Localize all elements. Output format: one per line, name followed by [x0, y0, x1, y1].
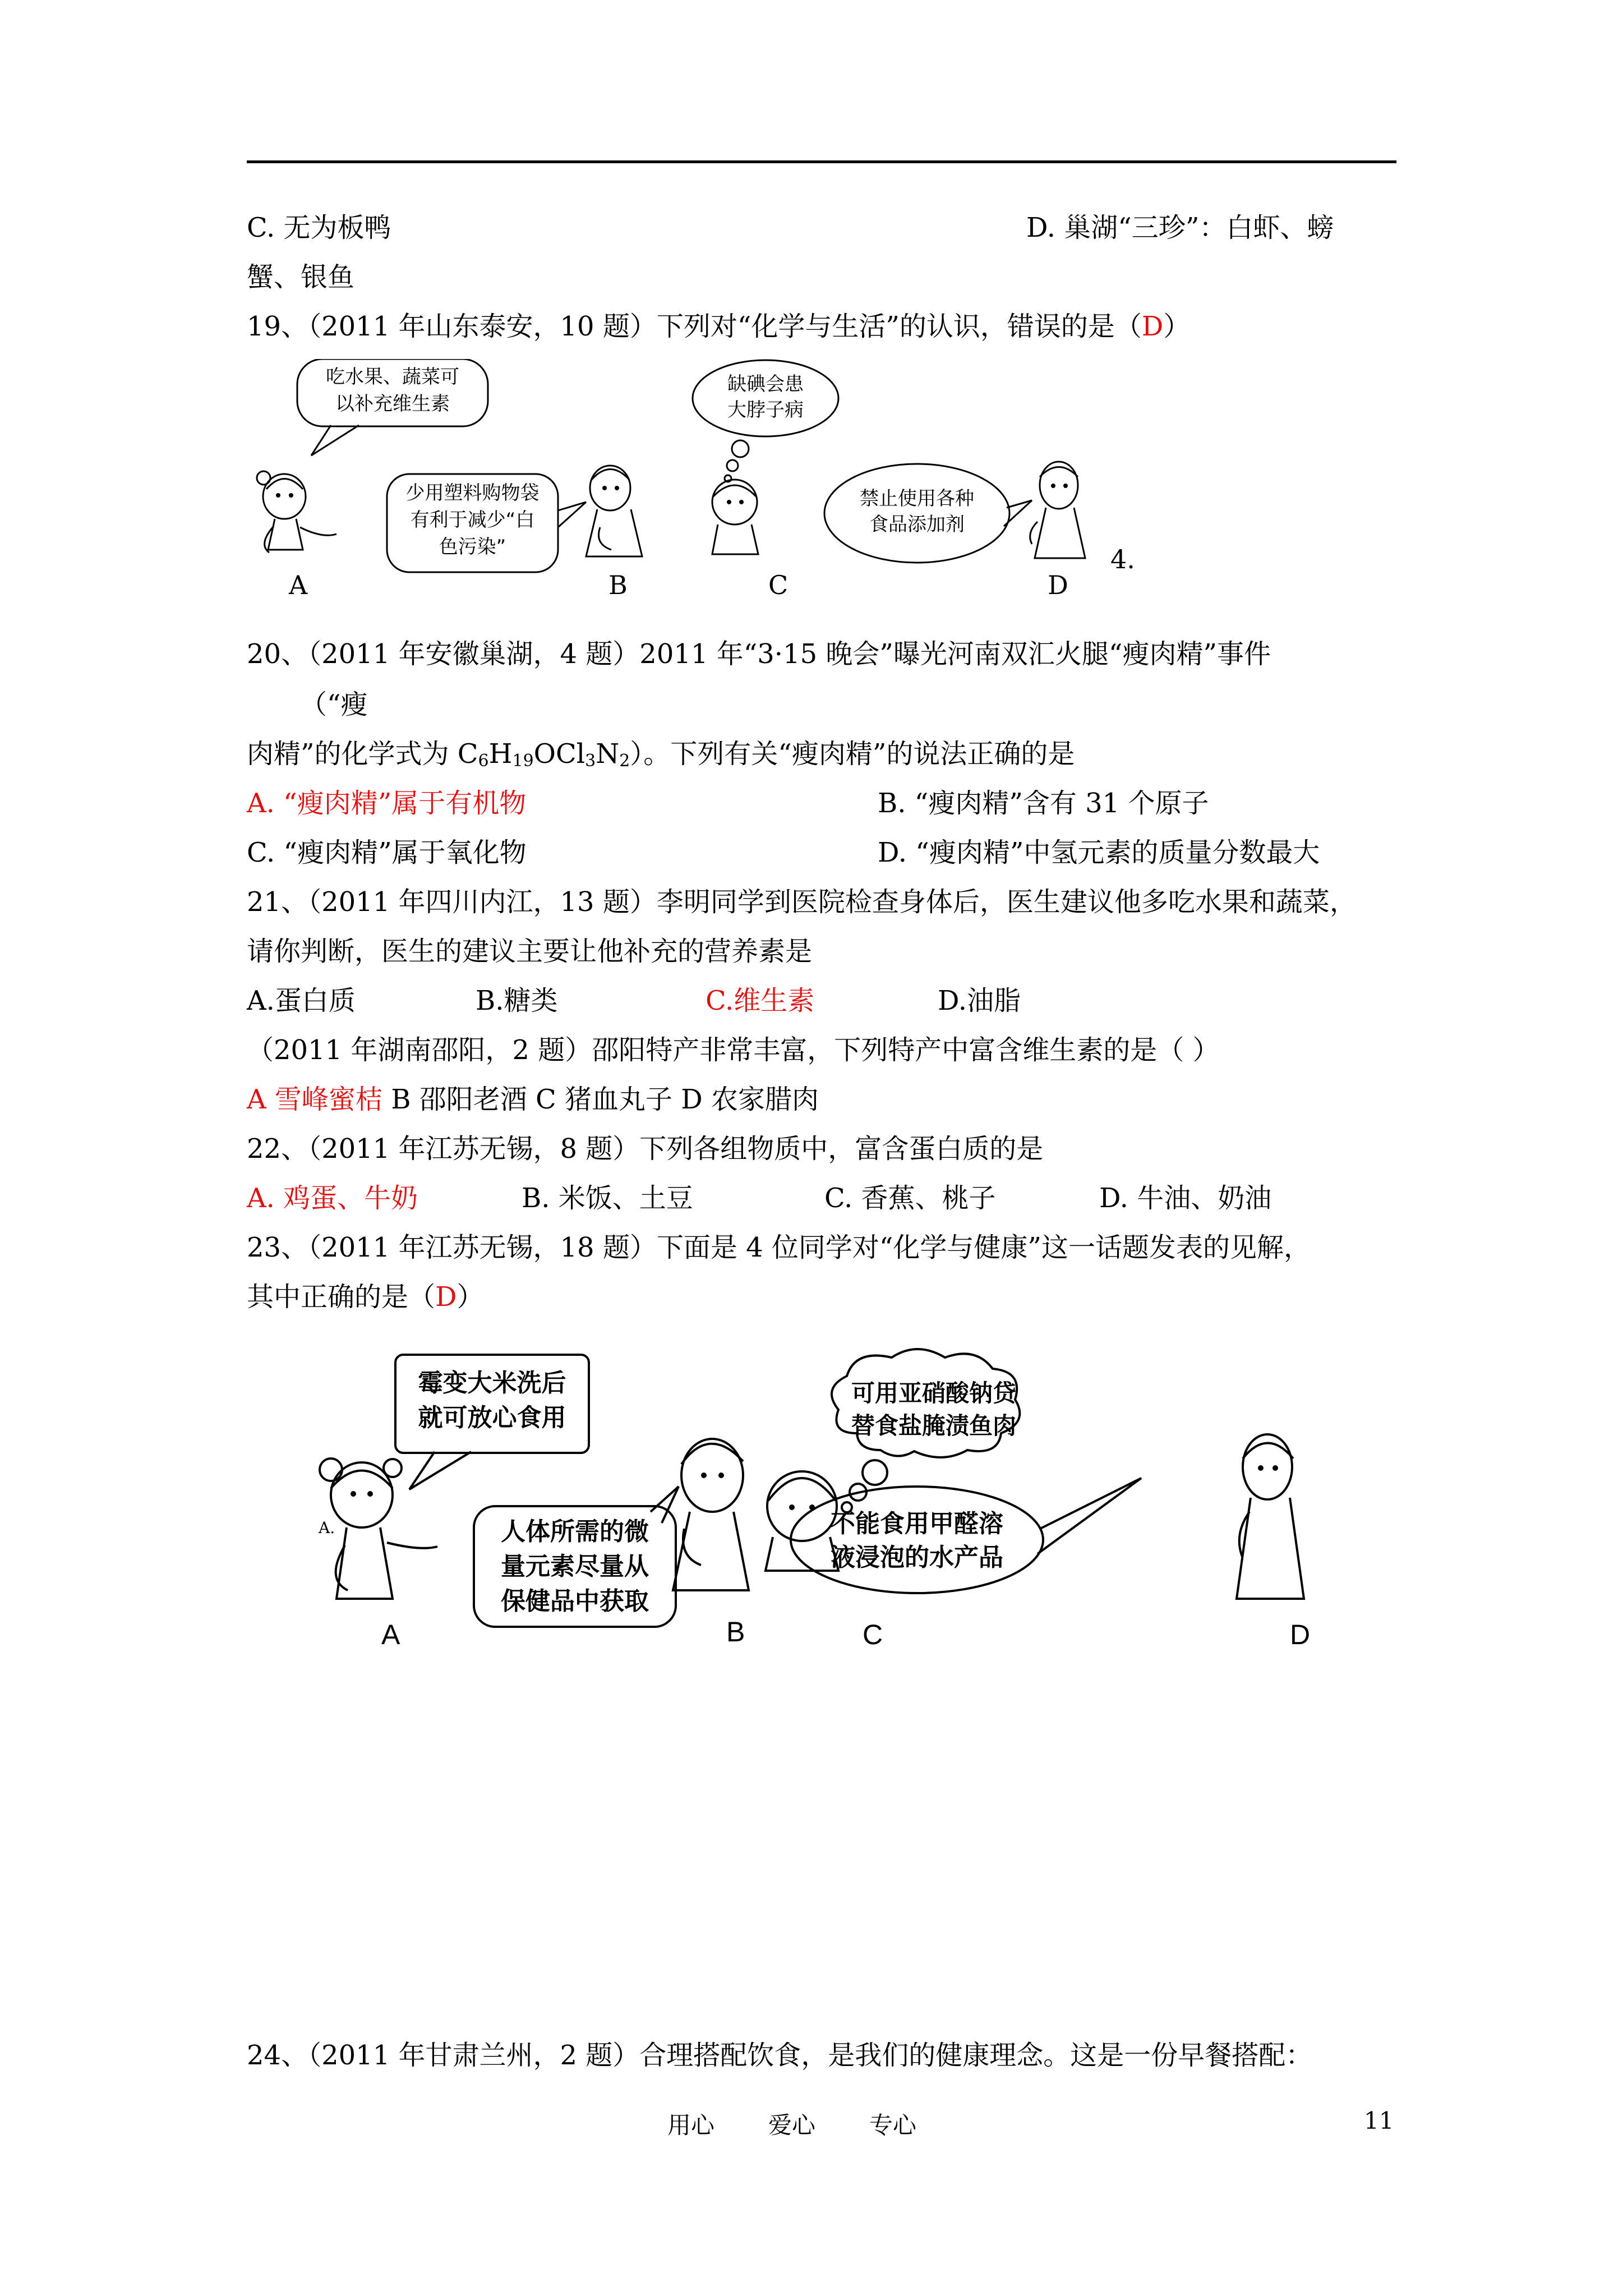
q21-stem-line2: 请你判断，医生的建议主要让他补充的营养素是 [247, 936, 813, 967]
q23-label-b: B [726, 1616, 745, 1648]
q21-option-a: A.蛋白质 [247, 985, 356, 1016]
q23-small-label-a: A. [319, 1519, 335, 1537]
footer-motto-1: 用心 [667, 2111, 715, 2139]
q19-trailing-number: 4. [1110, 544, 1135, 574]
page-number: 11 [1364, 2107, 1394, 2134]
q20-stem-line1: 20、（2011 年安徽巢湖，4 题）2011 年“3·15 晚会”曝光河南双汇火腿“瘦肉精”事件 [247, 638, 1271, 670]
q23-answer: D [435, 1281, 457, 1313]
q22-option-c: C. 香蕉、桃子 [824, 1182, 996, 1214]
q19-bubble-c: 缺碘会患 大脖子病 [727, 373, 804, 421]
q20-option-d: D. “瘦肉精”中氢元素的质量分数最大 [878, 837, 1320, 868]
q19-label-a: A [289, 570, 308, 600]
q23-label-a: A [381, 1619, 400, 1650]
q20-option-a: A. “瘦肉精”属于有机物 [247, 788, 527, 819]
q21b-option-a: A 雪峰蜜桔 [247, 1084, 382, 1115]
q22-stem: 22、（2011 年江苏无锡，8 题）下列各组物质中，富含蛋白质的是 [247, 1133, 1044, 1165]
q20-option-c: C. “瘦肉精”属于氧化物 [247, 837, 527, 868]
footer-motto-2: 爱心 [768, 2111, 816, 2139]
q23-label-d: D [1290, 1619, 1311, 1650]
q19-label-b: B [608, 570, 628, 600]
q22-option-a: A. 鸡蛋、牛奶 [247, 1182, 418, 1214]
q19-stem: 19、（2011 年山东泰安，10 题）下列对“化学与生活”的认识，错误的是（D） [247, 311, 1191, 342]
q24-stem: 24、（2011 年甘肃兰州，2 题）合理搭配饮食，是我们的健康理念。这是一份早餐搭配： [247, 2040, 1313, 2071]
q19-bubble-b: 少用塑料购物袋 有利于减少“白 色污染” [405, 482, 540, 558]
q23-bubble-b: 人体所需的微 量元素尽量从 保健品中获取 [501, 1517, 649, 1616]
q23-stem-line2: 其中正确的是（D） [247, 1281, 484, 1313]
q20-option-b: B. “瘦肉精”含有 31 个原子 [878, 788, 1209, 819]
q23-cartoon [314, 1343, 1335, 1658]
q23-bubble-a: 霉变大米洗后 就可放心食用 [418, 1369, 566, 1432]
q21b-stem: （2011 年湖南邵阳，2 题）邵阳特产非常丰富，下列特产中富含维生素的是（ ） [247, 1034, 1220, 1066]
q20-stem-line3: 肉精”的化学式为 $C_6H_{19}OCl_3N_2$）。下列有关“瘦肉精”的说法正确的是 [247, 738, 1075, 771]
q21-option-c: C.维生素 [706, 985, 815, 1016]
q23-bubble-d: 不能食用甲醛溶 液浸泡的水产品 [831, 1510, 1003, 1572]
q21-option-b: B.糖类 [476, 985, 558, 1016]
q18-option-d-cont: 蟹、银鱼 [247, 261, 355, 293]
q23-bubble-c: 可用亚硝酸钠贷 替食盐腌渍鱼肉 [851, 1379, 1016, 1439]
q18-option-c: C. 无为板鸭 [247, 212, 391, 243]
q19-answer: D [1141, 311, 1164, 342]
q19-bubble-d: 禁止使用各种 食品添加剂 [860, 487, 974, 536]
q21-option-d: D.油脂 [938, 985, 1021, 1016]
q19-label-c: C [768, 570, 789, 600]
q21-stem-line1: 21、（2011 年四川内江，13 题）李明同学到医院检查身体后，医生建议他多吃水果和蔬菜， [247, 886, 1357, 918]
q19-label-d: D [1048, 570, 1068, 600]
q21b-options: A 雪峰蜜桔 B 邵阳老酒 C 猪血丸子 D 农家腊肉 [247, 1084, 819, 1115]
q22-option-b: B. 米饭、土豆 [522, 1182, 693, 1214]
q20-stem-line2: （“瘦 [300, 689, 368, 720]
header-rule [247, 160, 1396, 163]
q23-stem-line1: 23、（2011 年江苏无锡，18 题）下面是 4 位同学对“化学与健康”这一话题发表的见解， [247, 1232, 1311, 1263]
q23-label-c: C [863, 1619, 883, 1650]
q22-option-d: D. 牛油、奶油 [1099, 1182, 1272, 1214]
q18-option-d: D. 巢湖“三珍”：白虾、螃 [1026, 212, 1334, 243]
q19-cartoon [247, 359, 1155, 600]
footer-motto-3: 专心 [869, 2111, 917, 2139]
q19-bubble-a: 吃水果、蔬菜可 以补充维生素 [326, 366, 459, 415]
